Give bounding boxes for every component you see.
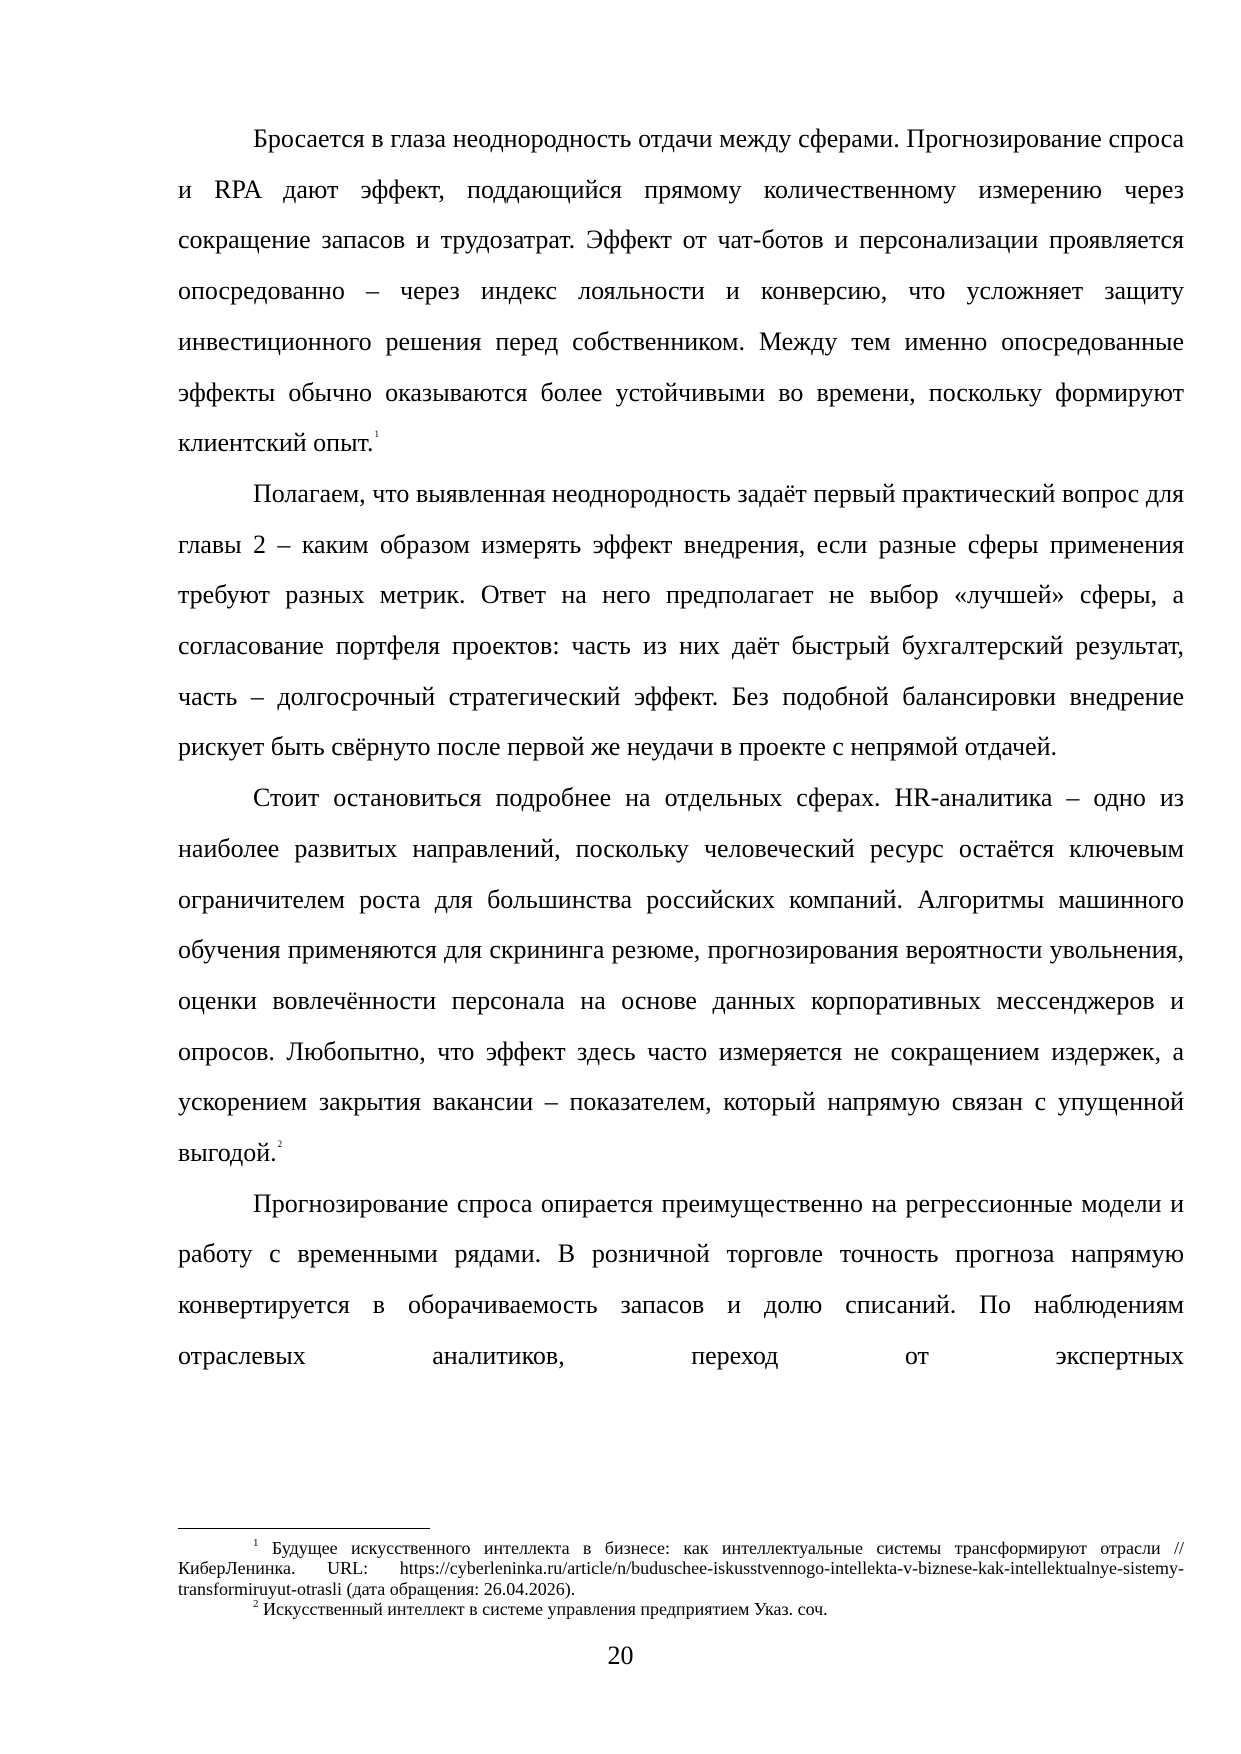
footnote-ref-2[interactable]: 2 [277, 1139, 283, 1150]
footnote-ref-1[interactable]: 1 [374, 429, 379, 440]
footnote-1-mark: 1 [253, 1537, 259, 1549]
footnotes [178, 1538, 1184, 1619]
paragraph-1 [178, 114, 1184, 469]
footnote-2 [178, 1599, 1184, 1619]
paragraph-3 [178, 773, 1184, 1179]
footnote-1 [178, 1538, 1184, 1599]
footnote-2-mark: 2 [253, 1597, 259, 1610]
paragraph-4 [178, 1179, 1184, 1382]
paragraph-2 [178, 469, 1184, 773]
paragraph-2-text: Полагаем, что выявленная неоднородность задаёт первый практический вопрос для главы 2 – каким образом измерять эффект внедрения, если разные сферы применения требуют разных метрик. Ответ на него предполагает не выбор «лучшей» сферы, а согласование портфеля проектов: часть из них даёт быстрый бухгалтерский результат, часть – долгосрочный стратегический эффект. Без подобной балансировки внедрение рискует быть свёрнуто после первой же неудачи в проекте с непрямой отдачей. [178, 478, 1184, 762]
main-text [178, 114, 1184, 1382]
footnote-separator [178, 1528, 430, 1529]
footnote-1-text: Будущее искусственного интеллекта в бизнесе: как интеллектуальные системы трансформируют отрасли // КиберЛенинка. URL: https://cyberleninka.ru/article/n/buduschee-iskusstvennogo-intellekta-v-biznese-kak-intellektualnye-sistemy-transformiruyut-otrasli (дата обращения: 26.04.2026). [178, 1538, 1185, 1599]
paragraph-3-text: Стоит остановиться подробнее на отдельных сферах. HR-аналитика – одно из наиболее развитых направлений, поскольку человеческий ресурс остаётся ключевым ограничителем роста для большинства российских компаний. Алгоритмы машинного обучения применяются для скрининга резюме, прогнозирования вероятности увольнения, оценки вовлечённости персонала на основе данных корпоративных мессенджеров и опросов. Любопытно, что эффект здесь часто измеряется не сокращением издержек, а ускорением закрытия вакансии – показателем, который напрямую связан с упущенной выгодой. [178, 783, 1184, 1168]
paragraph-4-text: Прогнозирование спроса опирается преимущественно на регрессионные модели и работу с временными рядами. В розничной торговле точность прогноза напрямую конвертируется в оборачиваемость запасов и долю списаний. По наблюдениям отраслевых аналитиков, переход от экспертных [178, 1188, 1184, 1370]
footnote-2-text: Искусственный интеллект в системе управления предприятием Указ. соч. [263, 1598, 828, 1619]
paragraph-1-text: Бросается в глаза неоднородность отдачи между сферами. Прогнозирование спроса и RPA дают эффект, поддающийся прямому количественному измерению через сокращение запасов и трудозатрат. Эффект от чат-ботов и персонализации проявляется опосредованно – через индекс лояльности и конверсию, что усложняет защиту инвестиционного решения перед собственником. Между тем именно опосредованные эффекты обычно оказываются более устойчивыми во времени, поскольку формируют клиентский опыт. [178, 124, 1184, 458]
page-number: 20 [607, 1641, 634, 1670]
